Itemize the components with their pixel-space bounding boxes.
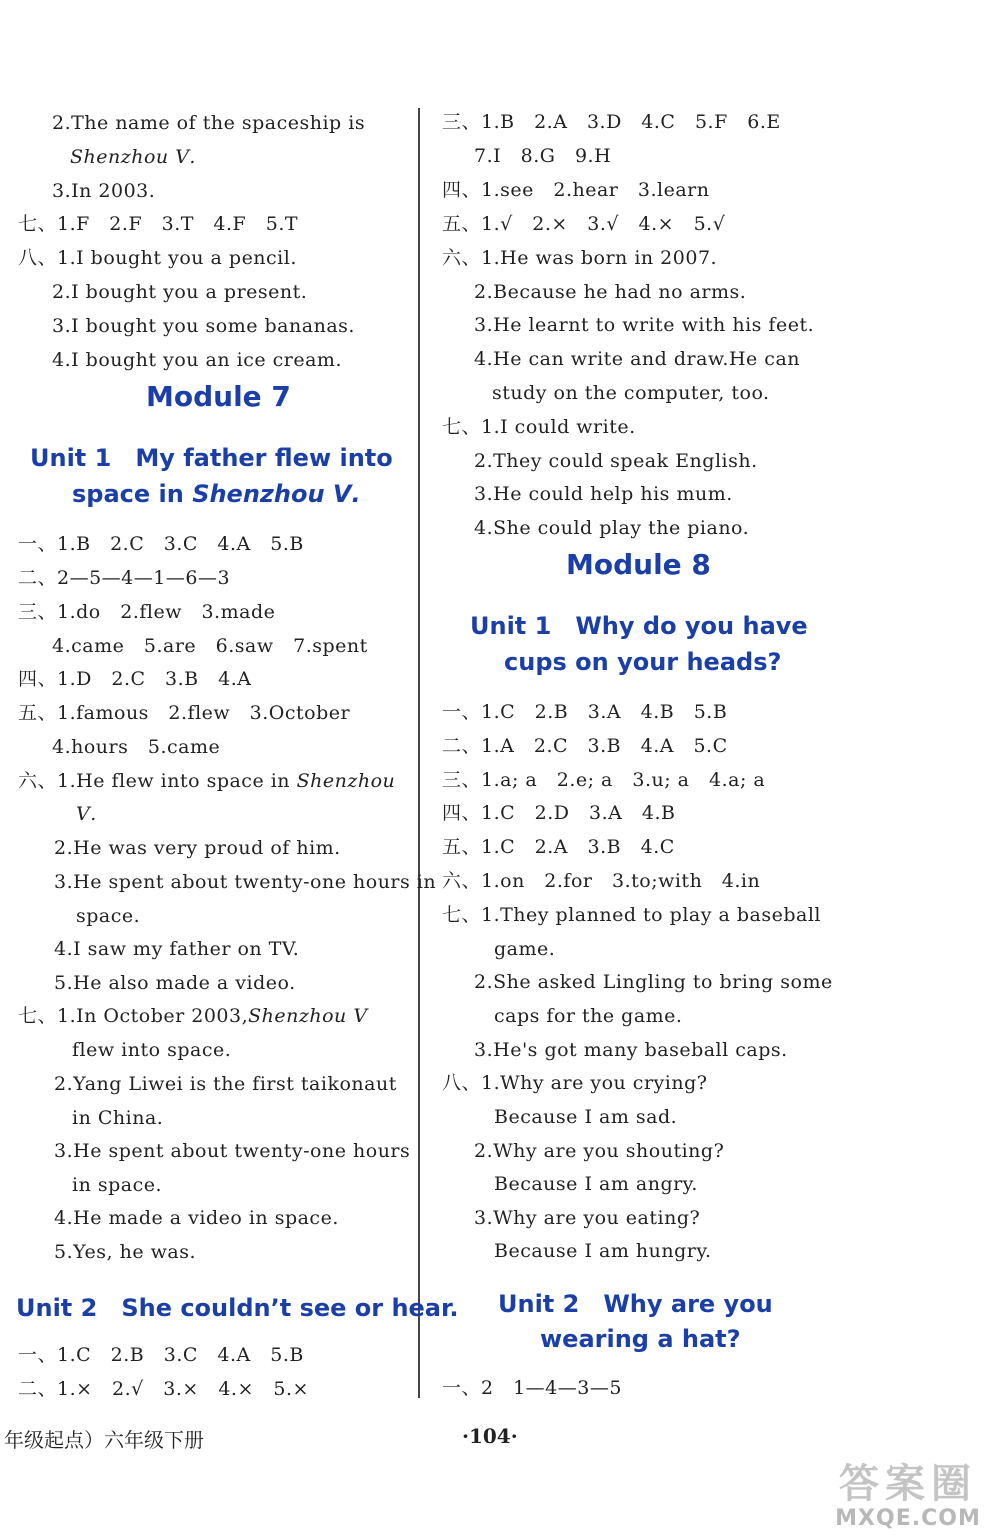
answer-line: 2.They could speak English. (474, 450, 758, 472)
unit-heading: cups on your heads? (504, 648, 782, 676)
answer-line: 八、1.Why are you crying? (442, 1072, 708, 1094)
answer-line: 五、1.famous 2.flew 3.October (18, 702, 351, 724)
answer-line: 七、1.They planned to play a baseball (442, 904, 821, 926)
answer-line: 四、1.D 2.C 3.B 4.A (18, 668, 252, 690)
answer-line: 4.came 5.are 6.saw 7.spent (52, 635, 368, 657)
answer-line: 3.Why are you eating? (474, 1207, 701, 1229)
answer-line: 一、1.C 2.B 3.C 4.A 5.B (18, 1344, 304, 1366)
answer-line: 5.Yes, he was. (54, 1241, 196, 1263)
answer-line: 4.She could play the piano. (474, 517, 750, 539)
unit-heading: Unit 2 Why are you (498, 1290, 773, 1318)
book-title-footer: 年级起点）六年级下册 (4, 1428, 204, 1452)
answer-line: 4.hours 5.came (52, 736, 221, 758)
answer-line: 五、1.C 2.A 3.B 4.C (442, 836, 675, 858)
answer-line: study on the computer, too. (492, 382, 770, 404)
italic-text: Shenzhou Ⅴ. (70, 146, 196, 168)
unit-heading-italic: Shenzhou Ⅴ. (192, 480, 361, 508)
answer-line: 二、1.× 2.√ 3.× 4.× 5.× (18, 1378, 309, 1400)
answer-line: 一、2 1—4—3—5 (442, 1377, 622, 1399)
watermark-url: MXQE.COM (835, 1506, 981, 1531)
module-heading: Module 8 (566, 548, 711, 581)
answer-line: 4.He made a video in space. (54, 1207, 339, 1229)
answer-line: 4.He can write and draw.He can (474, 348, 801, 370)
answer-line: 六、1.He was born in 2007. (442, 247, 718, 269)
answer-line: 八、1.I bought you a pencil. (18, 247, 297, 269)
unit-heading (72, 480, 361, 508)
unit-heading: Unit 1 My father flew into (30, 444, 393, 472)
column-divider (418, 108, 420, 1398)
answer-line: 4.I bought you an ice cream. (52, 349, 342, 371)
answer-line: 3.He's got many baseball caps. (474, 1039, 788, 1061)
answer-line (18, 1004, 368, 1028)
unit-heading: wearing a hat? (540, 1325, 741, 1353)
answer-line: space. (76, 905, 141, 927)
answer-line: 五、1.√ 2.× 3.√ 4.× 5.√ (442, 213, 726, 235)
answer-line: 三、1.B 2.A 3.D 4.C 5.F 6.E (442, 111, 781, 133)
unit-heading: Unit 2 She couldn’t see or hear. (16, 1294, 459, 1322)
answer-line: 一、1.C 2.B 3.A 4.B 5.B (442, 701, 728, 723)
italic-text: Shenzhou (296, 770, 396, 792)
answer-line: 2.Because he had no arms. (474, 281, 747, 303)
answer-line: 二、1.A 2.C 3.B 4.A 5.C (442, 735, 728, 757)
watermark-logo (820, 1452, 996, 1536)
answer-line: Because I am angry. (494, 1173, 698, 1195)
answer-line: 3.He spent about twenty-one hours in (54, 871, 437, 893)
answer-line: in China. (72, 1107, 164, 1129)
answer-line: 3.I bought you some bananas. (52, 315, 355, 337)
answer-line: 3.He spent about twenty-one hours (54, 1140, 411, 1162)
answer-line: 三、1.a; a 2.e; a 3.u; a 4.a; a (442, 769, 766, 791)
answer-text: 七、1.In October 2003, (18, 1005, 249, 1027)
answer-line: 2.I bought you a present. (52, 281, 308, 303)
answer-line: game. (494, 938, 556, 960)
unit-heading-text: space in (72, 480, 193, 508)
answer-line: 七、1.I could write. (442, 416, 636, 438)
answer-line: 7.I 8.G 9.H (474, 145, 612, 167)
answer-line (18, 769, 395, 793)
answer-line: 2.She asked Lingling to bring some (474, 971, 833, 993)
answer-line: 四、1.C 2.D 3.A 4.B (442, 802, 676, 824)
answer-line: flew into space. (72, 1039, 232, 1061)
answer-line: Because I am hungry. (494, 1240, 712, 1262)
answer-line: 2.Why are you shouting? (474, 1140, 725, 1162)
watermark-chinese: 答案圈 (839, 1461, 977, 1507)
module-heading: Module 7 (146, 380, 291, 413)
answer-line: Because I am sad. (494, 1106, 678, 1128)
answer-line: in space. (72, 1174, 163, 1196)
answer-line: caps for the game. (494, 1005, 683, 1027)
answer-line: 四、1.see 2.hear 3.learn (442, 179, 710, 201)
answer-line (70, 145, 196, 169)
answer-line: 3.In 2003. (52, 180, 156, 202)
answer-line: 3.He learnt to write with his feet. (474, 314, 815, 336)
answer-line: 4.I saw my father on TV. (54, 938, 300, 960)
italic-text: Shenzhou Ⅴ (248, 1005, 368, 1027)
answer-line: 2.Yang Liwei is the first taikonaut (54, 1073, 397, 1095)
answer-line: 5.He also made a video. (54, 972, 296, 994)
answer-line: 一、1.B 2.C 3.C 4.A 5.B (18, 533, 304, 555)
unit-heading: Unit 1 Why do you have (470, 612, 808, 640)
page-number: ·104· (462, 1424, 518, 1448)
answer-text: 六、1.He flew into space in (18, 770, 297, 792)
answer-line: 二、2—5—4—1—6—3 (18, 567, 231, 589)
answer-line: 六、1.on 2.for 3.to;with 4.in (442, 870, 761, 892)
answer-line: 七、1.F 2.F 3.T 4.F 5.T (18, 213, 299, 235)
answer-line (76, 802, 97, 826)
answer-line: 三、1.do 2.flew 3.made (18, 601, 276, 623)
answer-line: 2.He was very proud of him. (54, 837, 341, 859)
italic-text: Ⅴ. (76, 803, 97, 825)
answer-line: 3.He could help his mum. (474, 483, 733, 505)
answer-line: 2.The name of the spaceship is (52, 112, 366, 134)
